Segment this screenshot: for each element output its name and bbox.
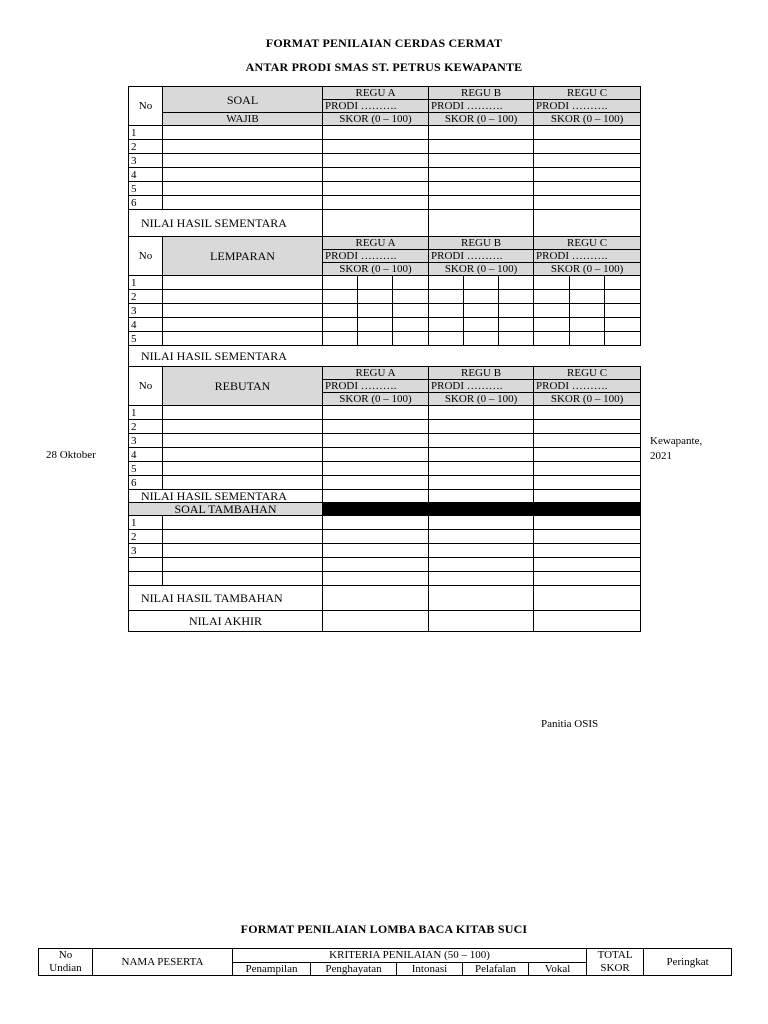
score-cell	[534, 572, 641, 586]
score-cell	[429, 406, 534, 420]
question-cell	[163, 276, 323, 290]
score-cell	[323, 406, 429, 420]
score-cell	[534, 126, 641, 140]
wajib-skor-b: SKOR (0 – 100)	[429, 113, 534, 126]
score-cell	[393, 276, 429, 290]
row-number: 1	[129, 276, 163, 290]
soal-header: SOAL	[163, 87, 323, 113]
row-number: 6	[129, 196, 163, 210]
score-cell	[429, 182, 534, 196]
score-cell	[323, 140, 429, 154]
lemparan-regu-b: REGU B	[429, 237, 534, 250]
score-cell	[323, 420, 429, 434]
rebutan-header: REBUTAN	[163, 367, 323, 406]
score-cell	[393, 290, 429, 304]
question-cell	[163, 182, 323, 196]
score-cell	[429, 126, 534, 140]
score-cell	[358, 276, 393, 290]
question-cell	[163, 154, 323, 168]
question-cell	[163, 434, 323, 448]
lemparan-regu-c: REGU C	[534, 237, 641, 250]
row-number: 3	[129, 154, 163, 168]
question-cell	[163, 476, 323, 490]
question-cell	[163, 406, 323, 420]
score-cell	[534, 276, 570, 290]
row-number: 1	[129, 126, 163, 140]
score-cell	[393, 304, 429, 318]
score-cell	[323, 196, 429, 210]
score-cell	[429, 611, 534, 632]
baca-kitab-table	[38, 948, 732, 976]
question-cell	[163, 140, 323, 154]
row-number: 1	[129, 406, 163, 420]
criteria-intonasi: Intonasi	[397, 962, 463, 976]
score-cell	[429, 448, 534, 462]
score-cell	[534, 154, 641, 168]
score-cell	[429, 530, 534, 544]
score-cell	[429, 420, 534, 434]
question-cell	[163, 462, 323, 476]
score-cell	[429, 476, 534, 490]
score-cell	[429, 572, 534, 586]
question-cell	[163, 126, 323, 140]
question-cell	[163, 544, 323, 558]
row-number: 5	[129, 462, 163, 476]
score-cell	[393, 332, 429, 346]
score-cell	[323, 462, 429, 476]
lemparan-skor-c: SKOR (0 – 100)	[534, 263, 641, 276]
score-cell	[323, 168, 429, 182]
row-number	[129, 558, 163, 572]
score-cell	[323, 154, 429, 168]
score-cell	[534, 490, 641, 503]
row-number: 3	[129, 304, 163, 318]
score-cell	[534, 332, 570, 346]
lemparan-skor-a: SKOR (0 – 100)	[323, 263, 429, 276]
kriteria-header: KRITERIA PENILAIAN (50 – 100)	[233, 949, 587, 963]
score-cell	[499, 276, 534, 290]
second-form-title: FORMAT PENILAIAN LOMBA BACA KITAB SUCI	[240, 922, 528, 936]
row-number: 2	[129, 530, 163, 544]
date-left: 28 Oktober	[46, 449, 96, 461]
score-cell	[358, 332, 393, 346]
form-subtitle: ANTAR PRODI SMAS ST. PETRUS KEWAPANTE	[245, 60, 523, 74]
score-cell	[429, 332, 464, 346]
question-cell	[163, 558, 323, 572]
nilai-hasil-tambahan: NILAI HASIL TAMBAHAN	[129, 586, 323, 611]
wajib-prodi-c: PRODI ……….	[534, 100, 641, 113]
score-cell	[534, 434, 641, 448]
wajib-regu-a: REGU A	[323, 87, 429, 100]
score-cell	[429, 434, 534, 448]
score-cell	[570, 276, 605, 290]
score-cell	[323, 182, 429, 196]
score-cell	[534, 168, 641, 182]
nama-peserta-header: NAMA PESERTA	[93, 949, 233, 976]
score-cell	[534, 558, 641, 572]
score-cell	[605, 332, 641, 346]
score-cell	[534, 318, 570, 332]
score-cell	[323, 516, 429, 530]
score-cell	[534, 304, 570, 318]
criteria-pelafalan: Pelafalan	[463, 962, 529, 976]
score-cell	[323, 476, 429, 490]
criteria-vokal: Vokal	[529, 962, 587, 976]
score-cell	[534, 586, 641, 611]
row-number: 2	[129, 140, 163, 154]
score-cell	[534, 140, 641, 154]
score-cell	[393, 318, 429, 332]
score-cell	[534, 210, 641, 237]
score-cell	[534, 611, 641, 632]
score-cell	[429, 168, 534, 182]
score-cell	[323, 544, 429, 558]
rebutan-prodi-a: PRODI ……….	[323, 380, 429, 393]
lemparan-header: LEMPARAN	[163, 237, 323, 276]
question-cell	[163, 168, 323, 182]
score-cell	[429, 558, 534, 572]
score-cell	[358, 290, 393, 304]
score-cell	[605, 304, 641, 318]
row-number: 4	[129, 448, 163, 462]
question-cell	[163, 318, 323, 332]
row-number: 6	[129, 476, 163, 490]
question-cell	[163, 420, 323, 434]
criteria-penghayatan: Penghayatan	[311, 962, 397, 976]
row-number: 4	[129, 318, 163, 332]
row-number: 3	[129, 434, 163, 448]
score-cell	[534, 462, 641, 476]
score-cell	[464, 304, 499, 318]
score-cell	[499, 304, 534, 318]
score-cell	[323, 304, 358, 318]
score-cell	[605, 290, 641, 304]
row-number: 3	[129, 544, 163, 558]
score-cell	[534, 290, 570, 304]
lemparan-skor-b: SKOR (0 – 100)	[429, 263, 534, 276]
row-number: 1	[129, 516, 163, 530]
score-cell	[323, 490, 429, 503]
question-cell	[163, 332, 323, 346]
score-cell	[429, 462, 534, 476]
row-number	[129, 572, 163, 586]
score-cell	[429, 196, 534, 210]
score-cell	[323, 572, 429, 586]
score-cell	[323, 276, 358, 290]
score-cell	[358, 318, 393, 332]
score-cell	[570, 318, 605, 332]
rebutan-skor-b: SKOR (0 – 100)	[429, 393, 534, 406]
year-label: 2021	[650, 450, 672, 462]
score-cell	[429, 154, 534, 168]
score-cell	[534, 516, 641, 530]
lemparan-prodi-a: PRODI ……….	[323, 250, 429, 263]
question-cell	[163, 304, 323, 318]
score-cell	[323, 448, 429, 462]
score-cell	[323, 318, 358, 332]
question-cell	[163, 516, 323, 530]
rebutan-prodi-b: PRODI ……….	[429, 380, 534, 393]
wajib-skor-c: SKOR (0 – 100)	[534, 113, 641, 126]
rebutan-regu-a: REGU A	[323, 367, 429, 380]
nilai-hasil-sementara-2: NILAI HASIL SEMENTARA	[129, 346, 323, 367]
question-cell	[163, 290, 323, 304]
wajib-skor-a: SKOR (0 – 100)	[323, 113, 429, 126]
row-number: 4	[129, 168, 163, 182]
lemparan-regu-a: REGU A	[323, 237, 429, 250]
peringkat-header: Peringkat	[644, 949, 732, 976]
score-cell	[464, 332, 499, 346]
rebutan-skor-c: SKOR (0 – 100)	[534, 393, 641, 406]
no-undian-header: No Undian	[39, 949, 93, 976]
score-cell	[429, 304, 464, 318]
score-cell	[323, 586, 429, 611]
blank-area	[323, 346, 641, 367]
score-cell	[429, 516, 534, 530]
nilai-hasil-sementara-3: NILAI HASIL SEMENTARA	[129, 490, 323, 503]
score-cell	[499, 290, 534, 304]
row-number: 5	[129, 332, 163, 346]
score-cell	[323, 530, 429, 544]
score-cell	[429, 140, 534, 154]
score-cell	[534, 530, 641, 544]
wajib-prodi-b: PRODI ……….	[429, 100, 534, 113]
soal-tambahan-header: SOAL TAMBAHAN	[129, 503, 323, 516]
score-cell	[570, 332, 605, 346]
score-cell	[323, 210, 429, 237]
score-cell	[534, 406, 641, 420]
row-number: 2	[129, 420, 163, 434]
nilai-akhir: NILAI AKHIR	[129, 611, 323, 632]
nilai-hasil-sementara-1: NILAI HASIL SEMENTARA	[129, 210, 323, 237]
score-cell	[570, 304, 605, 318]
score-cell	[323, 434, 429, 448]
score-cell	[464, 290, 499, 304]
wajib-label: WAJIB	[163, 113, 323, 126]
wajib-prodi-a: PRODI ……….	[323, 100, 429, 113]
form-title: FORMAT PENILAIAN CERDAS CERMAT	[265, 36, 503, 50]
question-cell	[163, 530, 323, 544]
cerdas-cermat-table	[128, 86, 641, 632]
question-cell	[163, 196, 323, 210]
score-cell	[429, 210, 534, 237]
blacked-out-area	[323, 503, 641, 516]
score-cell	[534, 182, 641, 196]
score-cell	[534, 476, 641, 490]
score-cell	[323, 332, 358, 346]
score-cell	[323, 290, 358, 304]
row-number: 5	[129, 182, 163, 196]
rebutan-skor-a: SKOR (0 – 100)	[323, 393, 429, 406]
score-cell	[429, 490, 534, 503]
score-cell	[605, 318, 641, 332]
score-cell	[534, 420, 641, 434]
question-cell	[163, 572, 323, 586]
question-cell	[163, 448, 323, 462]
criteria-penampilan: Penampilan	[233, 962, 311, 976]
score-cell	[499, 332, 534, 346]
wajib-regu-c: REGU C	[534, 87, 641, 100]
score-cell	[464, 276, 499, 290]
rebutan-regu-b: REGU B	[429, 367, 534, 380]
lemparan-prodi-b: PRODI ……….	[429, 250, 534, 263]
place-label: Kewapante,	[650, 435, 703, 447]
score-cell	[534, 196, 641, 210]
score-cell	[499, 318, 534, 332]
score-cell	[534, 448, 641, 462]
score-cell	[429, 276, 464, 290]
rebutan-no-header: No	[129, 367, 163, 406]
score-cell	[429, 544, 534, 558]
row-number: 2	[129, 290, 163, 304]
score-cell	[570, 290, 605, 304]
score-cell	[323, 126, 429, 140]
wajib-no-header: No	[129, 87, 163, 126]
score-cell	[464, 318, 499, 332]
score-cell	[323, 611, 429, 632]
lemparan-prodi-c: PRODI ……….	[534, 250, 641, 263]
score-cell	[429, 586, 534, 611]
lemparan-no-header: No	[129, 237, 163, 276]
score-cell	[429, 290, 464, 304]
wajib-regu-b: REGU B	[429, 87, 534, 100]
rebutan-prodi-c: PRODI ……….	[534, 380, 641, 393]
rebutan-regu-c: REGU C	[534, 367, 641, 380]
total-skor-header: TOTAL SKOR	[587, 949, 644, 976]
score-cell	[358, 304, 393, 318]
score-cell	[429, 318, 464, 332]
signature-label: Panitia OSIS	[541, 718, 599, 730]
score-cell	[323, 558, 429, 572]
score-cell	[534, 544, 641, 558]
score-cell	[605, 276, 641, 290]
